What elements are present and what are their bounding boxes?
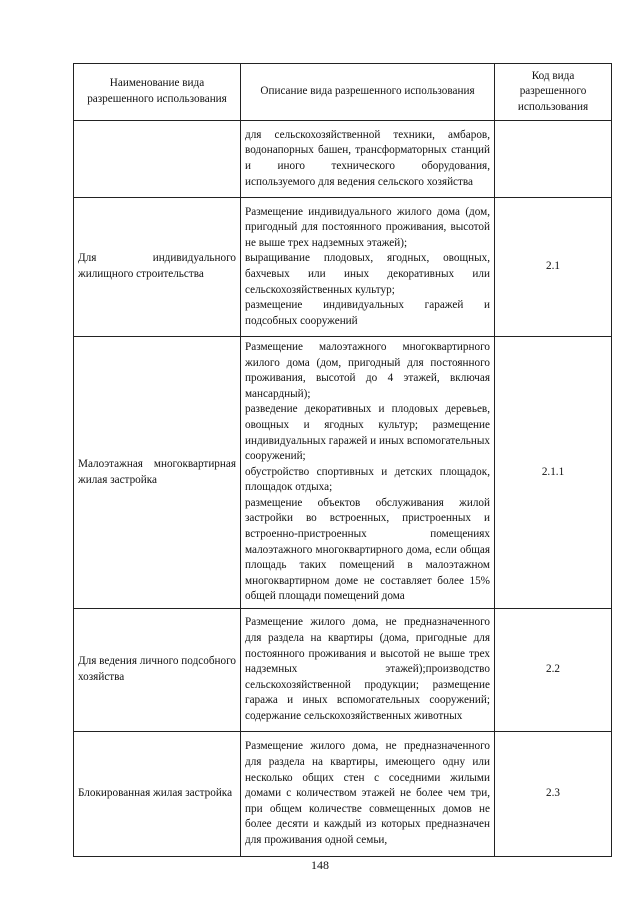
table-row: [74, 609, 612, 732]
table-row: [74, 198, 612, 337]
description-paragraph: разведение декоративных и плодовых деревьев, овощных и ягодных культур; размещение индивидуальных гаражей и иных вспомогательных сооружений;: [245, 403, 490, 463]
table-row: [74, 732, 612, 857]
description-paragraph: Размещение жилого дома, не предназначенного для раздела на квартиры (дома, пригодные для постоянного проживания и высотой не выше трех надземных этажей);производство сельскохозяйственной продукции; размещение гаража и иных вспомогательных сооружений; содержание сельскохозяйственных животных: [245, 616, 490, 722]
table-row: [74, 121, 612, 198]
description-paragraph: размещение объектов обслуживания жилой застройки во встроенных, пристроенных и встроенно-пристроенных помещениях малоэтажного многоквартирного дома, если общая площадь таких помещений в малоэтажном многоквартирном доме не составляет более 15% общей площади помещений дома: [245, 496, 490, 603]
description-paragraph: Размещение индивидуального жилого дома (дом, пригодный для постоянного проживания, высотой не выше трех надземных этажей);: [245, 205, 490, 249]
header-code: Код вида разрешенного использования: [495, 64, 612, 121]
land-use-table: [73, 63, 612, 857]
table-row: [74, 337, 612, 609]
description-paragraph: размещение индивидуальных гаражей и подсобных сооружений: [245, 299, 490, 327]
row-description: [241, 337, 495, 609]
row-description: [241, 198, 495, 337]
row-name: Малоэтажная многоквартирная жилая застройка: [74, 337, 241, 609]
row-name: [74, 121, 241, 198]
row-name: Для ведения личного подсобного хозяйства: [74, 609, 241, 732]
row-name: Блокированная жилая застройка: [74, 732, 241, 857]
row-code: 2.1.1: [495, 337, 612, 609]
row-code: [495, 121, 612, 198]
description-paragraph: выращивание плодовых, ягодных, овощных, бахчевых или иных декоративных или сельскохозяйственных культур;: [245, 252, 490, 296]
description-paragraph: Размещение жилого дома, не предназначенного для раздела на квартиры, имеющего одну или несколько общих стен с соседними жилыми домами с количеством этажей не более чем три, при общем количестве совмещенных домов не более десяти и каждый из которых предназначен для проживания одной семьи,: [245, 740, 490, 846]
page-number: 148: [311, 858, 329, 872]
row-code: 2.3: [495, 732, 612, 857]
header-description: Описание вида разрешенного использования: [241, 64, 495, 121]
row-code: 2.1: [495, 198, 612, 337]
description-paragraph: обустройство спортивных и детских площадок, площадок отдыха;: [245, 465, 490, 494]
description-paragraph: для сельскохозяйственной техники, амбаров, водонапорных башен, трансформаторных станций и иного технического оборудования, используемого для ведения сельского хозяйства: [245, 128, 490, 188]
row-description: [241, 732, 495, 857]
row-code: 2.2: [495, 609, 612, 732]
row-name: Для индивидуального жилищного строительства: [74, 198, 241, 337]
row-description: [241, 609, 495, 732]
table-header-row: [74, 64, 612, 121]
row-description: [241, 121, 495, 198]
header-name: Наименование вида разрешенного использования: [74, 64, 241, 121]
description-paragraph: Размещение малоэтажного многоквартирного жилого дома (дом, пригодный для постоянного проживания, высотой до 4 этажей, включая мансардный);: [245, 340, 490, 400]
